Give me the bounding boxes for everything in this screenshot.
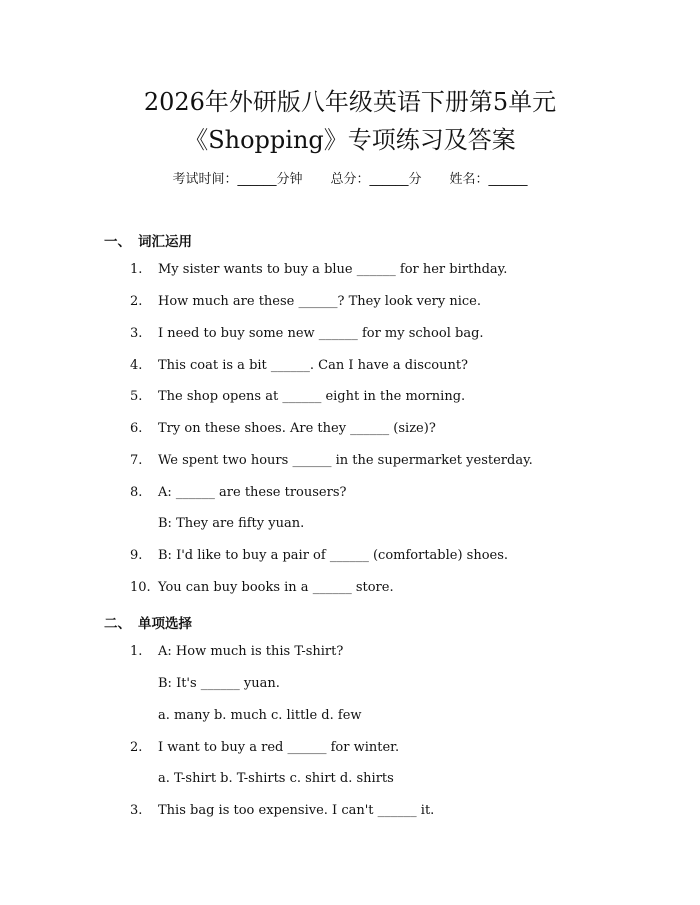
question-number: 10. — [130, 580, 151, 595]
exam-time: 考试时间：______分钟 — [172, 172, 303, 187]
question-number: 9. — [130, 548, 143, 563]
section-heading — [104, 612, 192, 632]
question-number: 1. — [130, 262, 143, 277]
question-number: 5. — [130, 389, 143, 404]
question-subline: B: They are fifty yuan. — [158, 516, 305, 531]
question-text: This coat is a bit ______. Can I have a discount? — [158, 358, 469, 373]
section-title: 单项选择 — [138, 616, 192, 632]
page-title: 2026年外研版八年级英语下册第5单元 — [143, 88, 557, 116]
question-text: I want to buy a red ______ for winter. — [158, 740, 400, 755]
question-item — [130, 644, 343, 659]
question-item — [130, 358, 468, 373]
section-number: 二、 — [104, 616, 131, 632]
question-number: 1. — [130, 644, 143, 659]
section-title: 词汇运用 — [138, 234, 192, 250]
exam-name: 姓名：______ — [449, 172, 528, 187]
question-text: I need to buy some new ______ for my school bag. — [158, 326, 484, 341]
section-heading — [104, 230, 192, 250]
question-number: 2. — [130, 740, 143, 755]
question-item — [130, 740, 399, 755]
question-item — [130, 262, 507, 277]
question-item — [130, 294, 481, 309]
question-number: 6. — [130, 421, 143, 436]
page-subtitle: 《Shopping》专项练习及答案 — [184, 126, 516, 154]
question-item — [130, 421, 436, 436]
question-subline: B: It's ______ yuan. — [158, 676, 280, 691]
question-text: We spent two hours ______ in the supermarket yesterday. — [158, 453, 533, 468]
question-number: 7. — [130, 453, 143, 468]
question-number: 4. — [130, 358, 143, 373]
question-item — [130, 485, 346, 500]
question-item — [130, 389, 465, 404]
question-item — [130, 580, 394, 595]
question-text: You can buy books in a ______ store. — [158, 580, 394, 595]
answer-options: a. T-shirt b. T-shirts c. shirt d. shirts — [158, 771, 394, 786]
question-number: 2. — [130, 294, 143, 309]
question-number: 3. — [130, 326, 143, 341]
exam-score: 总分：______分 — [330, 172, 422, 187]
question-text: B: I'd like to buy a pair of ______ (comfortable) shoes. — [158, 548, 509, 563]
question-text: This bag is too expensive. I can't ______ it. — [158, 803, 435, 818]
section-number: 一、 — [104, 234, 131, 250]
question-text: A: ______ are these trousers? — [158, 485, 347, 500]
question-text: Try on these shoes. Are they ______ (size)? — [158, 421, 436, 436]
question-item — [130, 326, 484, 341]
question-number: 3. — [130, 803, 143, 818]
exam-info — [0, 168, 700, 187]
answer-options: a. many b. much c. little d. few — [158, 708, 362, 723]
question-text: The shop opens at ______ eight in the morning. — [158, 389, 466, 404]
question-text: My sister wants to buy a blue ______ for her birthday. — [158, 262, 508, 277]
question-item — [130, 548, 508, 563]
question-number: 8. — [130, 485, 143, 500]
question-item — [130, 453, 533, 468]
question-text: How much are these ______? They look very nice. — [158, 294, 481, 309]
question-text: A: How much is this T-shirt? — [158, 644, 344, 659]
question-item — [130, 803, 434, 818]
